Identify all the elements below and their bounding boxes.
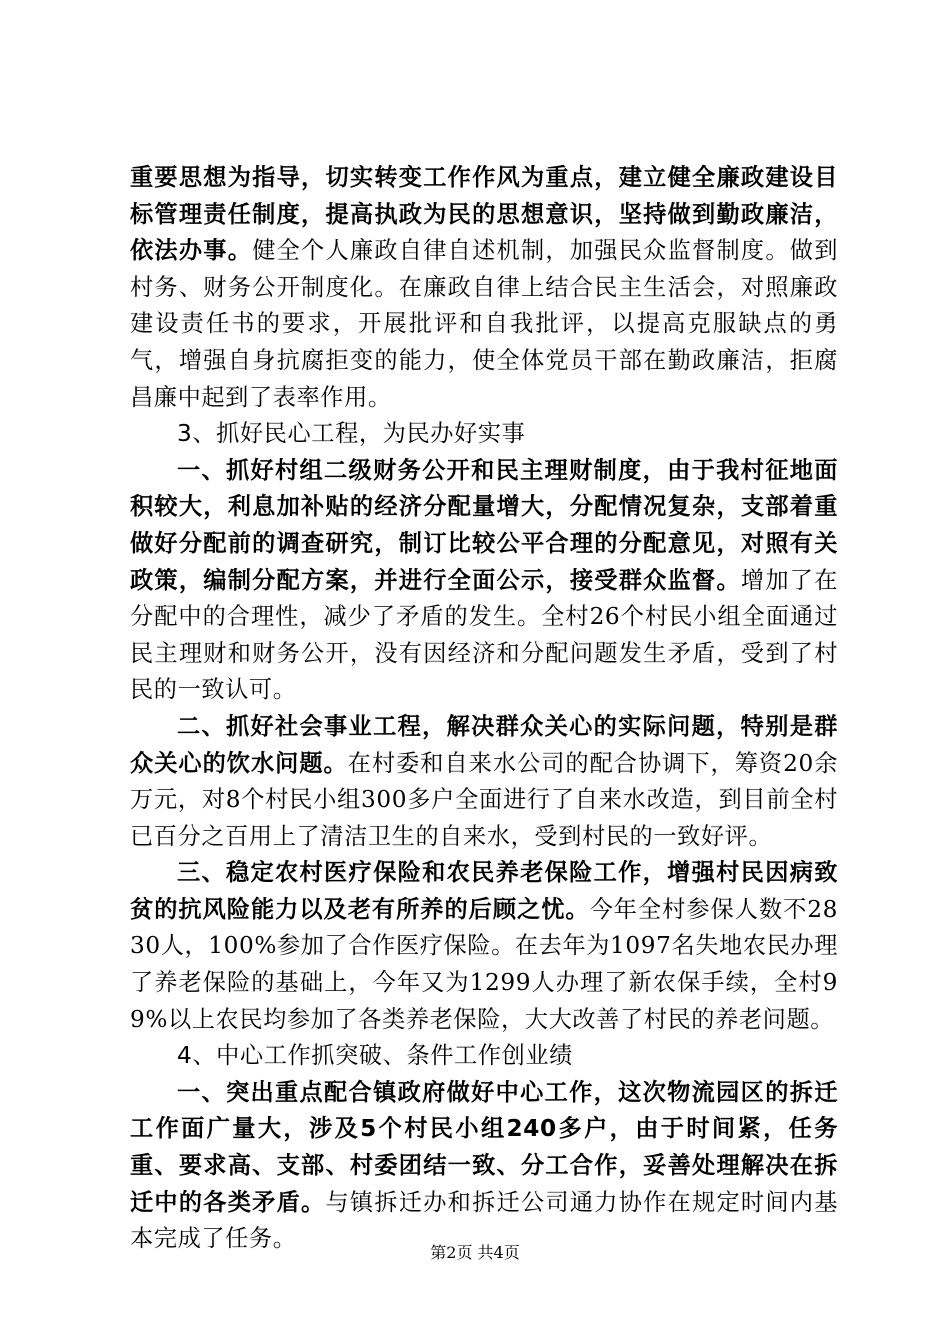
- paragraph-bold-lead: 一、突出重点配合镇政府做好中心工作，这次物流园区的拆迁工作面广量大，涉及5个村民小组240多户，由于时间紧，任务重、要求高、支部、村委团结一致、分工合作，妥善处理解决在拆迁中的各类矛盾。: [130, 1078, 838, 1216]
- document-body: [130, 160, 838, 1258]
- section-heading-4: 4、中心工作抓突破、条件工作创业绩: [177, 1042, 573, 1070]
- paragraph-water-supply: [130, 709, 838, 855]
- paragraph-bold-lead: 二、抓好社会事业工程，解决群众关心的实际问题，特别是群众关心的饮水问题。: [130, 712, 838, 777]
- section-heading-3: 3、抓好民心工程，为民办好实事: [177, 420, 526, 448]
- paragraph-text: 今年全村参保人数不2830人，100%参加了合作医疗保险。在去年为1097名失地农民办理了养老保险的基础上，今年又为1299人办理了新农保手续，全村99%以上农民均参加了各类养老保险，大大改善了村民的养老问题。: [130, 895, 838, 1033]
- paragraph-bold-lead: 三、稳定农村医疗保险和农民养老保险工作，增强村民因病致贫的抗风险能力以及老有所养的后顾之忧。: [130, 859, 838, 923]
- paragraph-text: 在村委和自来水公司的配合协调下，筹资20余万元，对8个村民小组300多户全面进行了自来水改造，到目前全村已百分之百用上了清洁卫生的自来水，受到村民的一致好评。: [130, 749, 838, 850]
- paragraph-text: 健全个人廉政自律自述机制，加强民众监督制度。做到村务、财务公开制度化。在廉政自律上结合民主生活会，对照廉政建设责任书的要求，开展批评和自我批评，以提高克服缺点的勇气，增强自身抗腐拒变的能力，使全体党员干部在勤政廉洁，拒腐昌廉中起到了表率作用。: [130, 237, 838, 411]
- paragraph-text: 增加了在分配中的合理性，减少了矛盾的发生。全村26个村民小组全面通过民主理财和财务公开，没有因经济和分配问题发生矛盾，受到了村民的一致认可。: [130, 566, 839, 704]
- paragraph-finance-disclosure: [130, 453, 838, 709]
- paragraph-intro: [130, 160, 838, 416]
- paragraph-bold-lead: 重要思想为指导，切实转变工作作风为重点，建立健全廉政建设目标管理责任制度，提高执政为民的思想意识，坚持做到勤政廉洁，依法办事。: [130, 164, 838, 265]
- paragraph-bold-lead: 一、抓好村组二级财务公开和民主理财制度，由于我村征地面积较大，利息加补贴的经济分配量增大，分配情况复杂，支部着重做好分配前的调查研究，制订比较公平合理的分配意见，对照有关政策，编制分配方案，并进行全面公示，接受群众监督。: [130, 456, 838, 594]
- page-number-footer: 第2页 共4页: [430, 1243, 520, 1262]
- paragraph-insurance: [130, 855, 838, 1038]
- paragraph-demolition: [130, 1075, 838, 1258]
- paragraph-text: 与镇拆迁办和拆迁公司通力协作在规定时间内基本完成了任务。: [130, 1188, 838, 1253]
